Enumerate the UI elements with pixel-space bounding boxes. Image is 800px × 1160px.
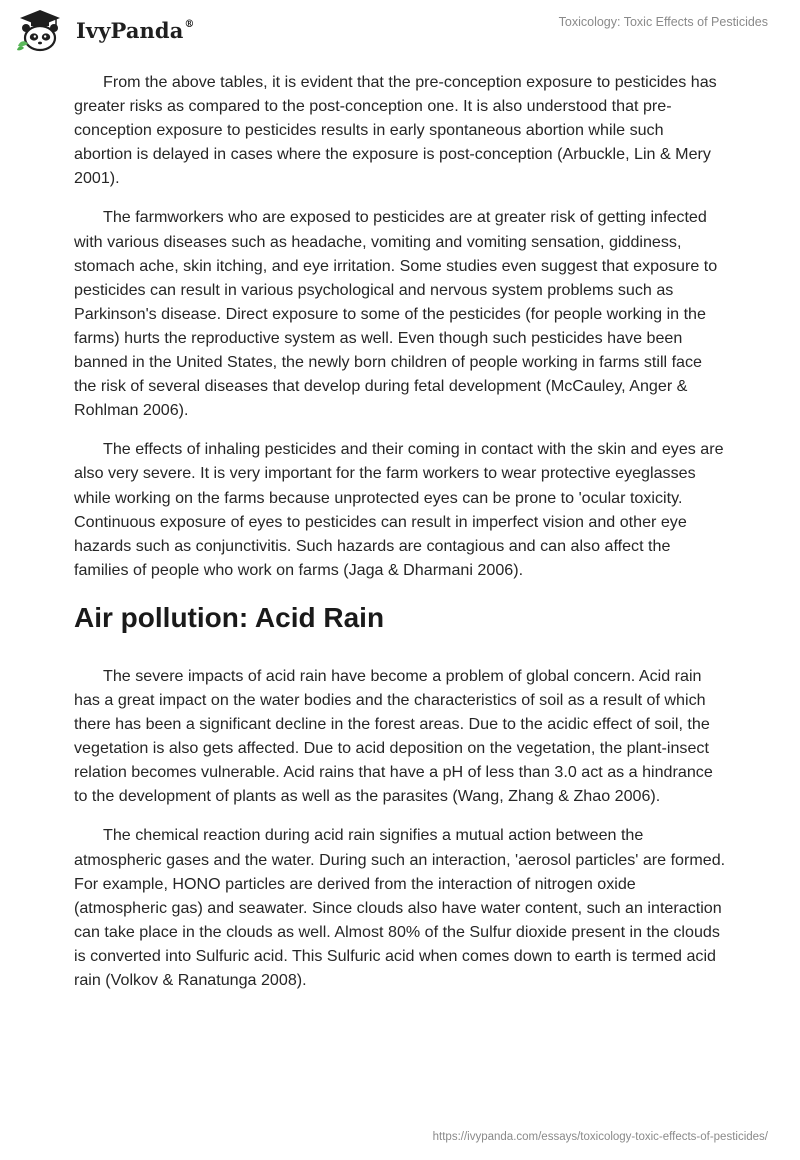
logo-text: IvyPanda® — [76, 17, 195, 43]
article-body — [74, 70, 726, 1007]
document-title: Toxicology: Toxic Effects of Pesticides — [558, 15, 768, 29]
paragraph: The severe impacts of acid rain have become a problem of global concern. Acid rain has a great impact on the water bodies and the characteristics of soil as a result of which there has been a significant decline in the forest areas. Due to the acidic effect of soil, the vegetation is also gets affected. Due to acid deposition on the vegetation, the plant-insect relation becomes vulnerable. Acid rains that have a pH of less than 3.0 act as a hindrance to the development of plants as well as the parasites (Wang, Zhang & Zhao 2006). — [74, 666, 713, 806]
panda-icon — [14, 8, 70, 52]
ivypanda-logo[interactable] — [14, 8, 195, 52]
source-url[interactable]: https://ivypanda.com/essays/toxicology-toxic-effects-of-pesticides/ — [432, 1131, 768, 1143]
paragraph: The chemical reaction during acid rain signifies a mutual action between the atmospheric gases and the water. During such an interaction, 'aerosol particles' are formed. For example, HONO particles are derived from the interaction of nitrogen oxide (atmospheric gas) and seawater. Since clouds also have water content, such an interaction can take place in the clouds as well. Almost 80% of the Sulfur dioxide present in the clouds is converted into Sulfuric acid. This Sulfuric acid when comes down to earth is termed acid rain (Volkov & Ranatunga 2008). — [74, 826, 726, 989]
paragraph: The effects of inhaling pesticides and their coming in contact with the skin and eyes are also very severe. It is very important for the farm workers to wear protective eyeglasses while working on the farms because unprotected eyes can be prone to 'ocular toxicity. Continuous exposure of eyes to pesticides can result in imperfect vision and other eye hazards such as conjunctivitis. Such hazards are contagious and can also affect the families of people who work on farms (Jaga & Dharmani 2006). — [74, 440, 724, 579]
paragraph: The farmworkers who are exposed to pesticides are at greater risk of getting infected with various diseases such as headache, vomiting and vomiting sensation, giddiness, stomach ache, skin itching, and eye irritation. Some studies even suggest that exposure to pesticides can result in various psychological and nervous system problems such as Parkinson's disease. Direct exposure to some of the pesticides (for people working in the farms) hurts the reproductive system as well. Even though such pesticides have been banned in the United States, the newly born children of people working in farms still face the risk of several diseases that develop during fetal development (McCauley, Anger & Rohlman 2006). — [74, 208, 718, 420]
page-header — [0, 0, 800, 60]
paragraph: From the above tables, it is evident that the pre-conception exposure to pesticides has greater risks as compared to the post-conception one. It is also understood that pre-conception exposure to pesticides results in early spontaneous abortion while such abortion is delayed in cases where the exposure is post-conception (Arbuckle, Lin & Mery 2001). — [74, 73, 717, 188]
section-heading: Air pollution: Acid Rain — [74, 601, 385, 633]
